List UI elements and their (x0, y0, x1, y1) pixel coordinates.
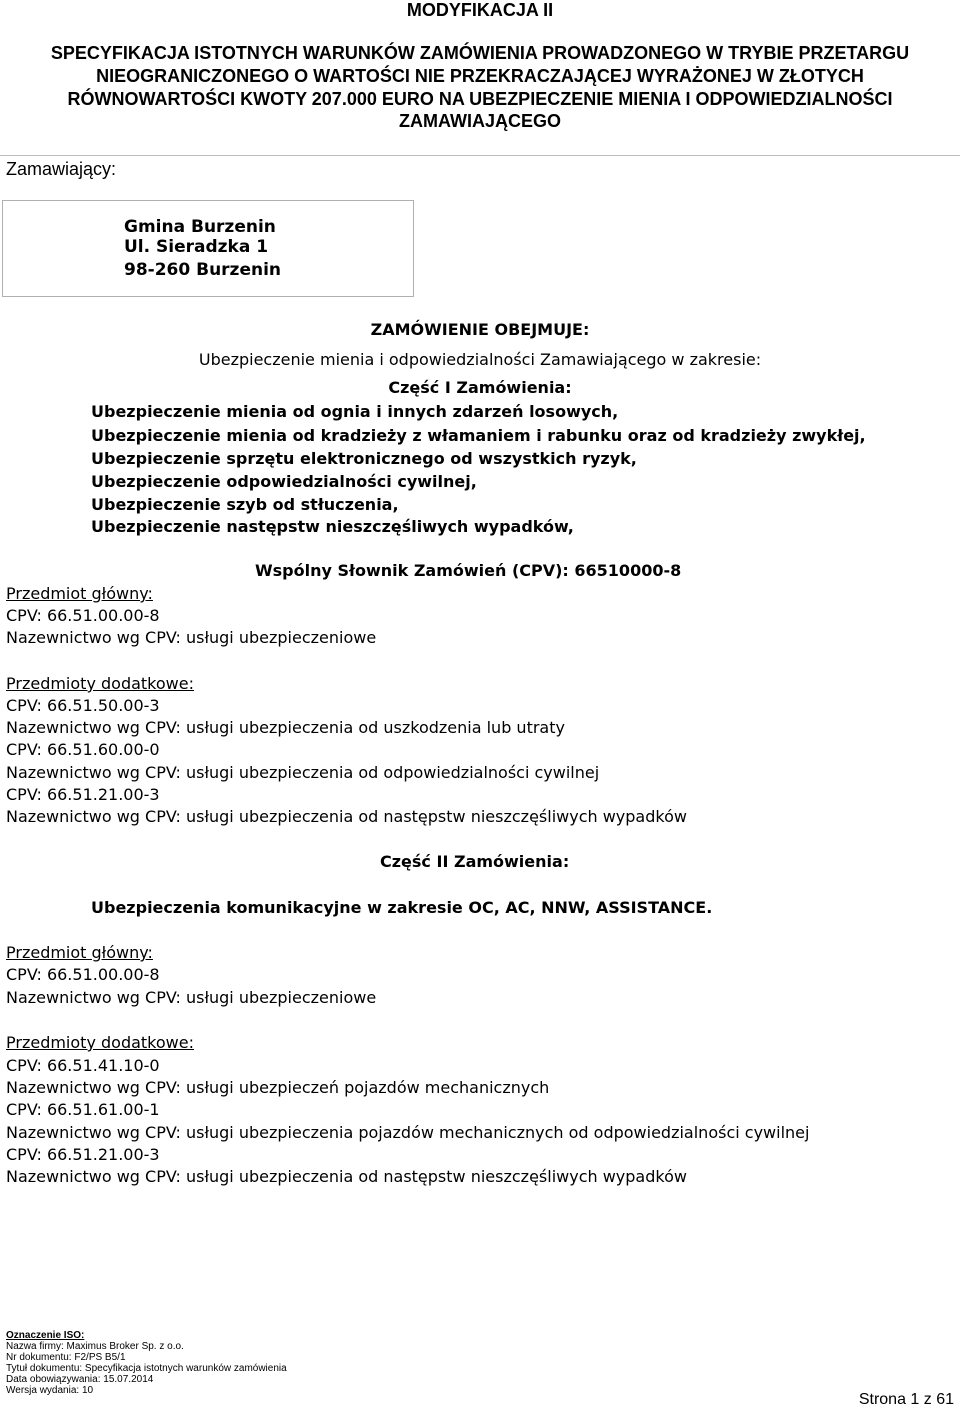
cpv-line: Nazewnictwo wg CPV: usługi ubezpieczenia od odpowiedzialności cywilnej (6, 763, 600, 782)
part1-main-label: Przedmiot główny: (6, 584, 153, 603)
footer-line: Tytuł dokumentu: Specyfikacja istotnych warunków zamówienia (6, 1363, 287, 1374)
part1-item: Ubezpieczenie szyb od stłuczenia, (91, 495, 399, 514)
cpv-line: Nazewnictwo wg CPV: usługi ubezpieczenia pojazdów mechanicznych od odpowiedzialności cywilnej (6, 1123, 810, 1142)
part2-extra-label: Przedmioty dodatkowe: (6, 1033, 194, 1052)
modification-title: MODYFIKACJA II (406, 0, 554, 20)
cpv-line: CPV: 66.51.41.10-0 (6, 1056, 160, 1075)
contracting-city: 98-260 Burzenin (124, 260, 282, 280)
part1-item: Ubezpieczenie mienia od ognia i innych zdarzeń losowych, (91, 402, 619, 421)
cpv-heading: Wspólny Słownik Zamówień (CPV): 66510000-8 (255, 561, 682, 580)
footer-line: Data obowiązywania: 15.07.2014 (6, 1374, 154, 1385)
cpv-line: CPV: 66.51.00.00-8 (6, 606, 160, 625)
part1-heading: Część I Zamówienia: (388, 378, 572, 397)
page-number: Strona 1 z 61 (858, 1391, 954, 1408)
document-title-line-4: ZAMAWIAJĄCEGO (399, 111, 561, 131)
cpv-line: Nazewnictwo wg CPV: usługi ubezpieczeń pojazdów mechanicznych (6, 1078, 550, 1097)
contracting-name: Gmina Burzenin (124, 217, 276, 237)
cpv-line: Nazewnictwo wg CPV: usługi ubezpieczeniowe (6, 628, 377, 647)
contracting-street: Ul. Sieradzka 1 (124, 237, 269, 257)
cpv-line: Nazewnictwo wg CPV: usługi ubezpieczenia od uszkodzenia lub utraty (6, 718, 565, 737)
cpv-line: Nazewnictwo wg CPV: usługi ubezpieczeniowe (6, 988, 377, 1007)
cpv-line: CPV: 66.51.21.00-3 (6, 1145, 160, 1164)
document-title-line-3: RÓWNOWARTOŚCI KWOTY 207.000 EURO NA UBEZPIECZENIE MIENIA I ODPOWIEDZIALNOŚCI (67, 89, 893, 109)
cpv-line: Nazewnictwo wg CPV: usługi ubezpieczenia od następstw nieszczęśliwych wypadków (6, 1167, 687, 1186)
footer-line: Wersja wydania: 10 (6, 1385, 94, 1396)
cpv-line: CPV: 66.51.61.00-1 (6, 1100, 160, 1119)
cpv-line: CPV: 66.51.50.00-3 (6, 696, 160, 715)
part2-main-label: Przedmiot główny: (6, 943, 153, 962)
footer-line: Nr dokumentu: F2/PS B5/1 (6, 1352, 126, 1363)
iso-label: Oznaczenie ISO: (6, 1330, 85, 1341)
part1-item: Ubezpieczenie mienia od kradzieży z włamaniem i rabunku oraz od kradzieży zwykłej, (91, 426, 866, 445)
part1-item: Ubezpieczenie następstw nieszczęśliwych wypadków, (91, 517, 574, 536)
part1-extra-label: Przedmioty dodatkowe: (6, 674, 194, 693)
cpv-line: Nazewnictwo wg CPV: usługi ubezpieczenia od następstw nieszczęśliwych wypadków (6, 807, 687, 826)
document-title-line-2: NIEOGRANICZONEGO O WARTOŚCI NIE PRZEKRACZAJĄCEJ WYRAŻONEJ W ZŁOTYCH (96, 66, 864, 86)
part1-item: Ubezpieczenie sprzętu elektronicznego od wszystkich ryzyk, (91, 449, 637, 468)
document-title-line-1: SPECYFIKACJA ISTOTNYCH WARUNKÓW ZAMÓWIENIA PROWADZONEGO W TRYBIE PRZETARGU (50, 43, 910, 63)
part2-subject: Ubezpieczenia komunikacyjne w zakresie OC, AC, NNW, ASSISTANCE. (91, 898, 713, 917)
part1-item: Ubezpieczenie odpowiedzialności cywilnej, (91, 472, 477, 491)
part2-heading: Część II Zamówienia: (380, 852, 570, 871)
footer-line: Nazwa firmy: Maximus Broker Sp. z o.o. (6, 1341, 184, 1352)
cpv-line: CPV: 66.51.60.00-0 (6, 740, 160, 759)
contracting-label: Zamawiający: (6, 159, 117, 179)
scope-heading: ZAMÓWIENIE OBEJMUJE: (370, 320, 590, 339)
cpv-line: CPV: 66.51.21.00-3 (6, 785, 160, 804)
scope-intro: Ubezpieczenie mienia i odpowiedzialności Zamawiającego w zakresie: (198, 350, 762, 369)
header-divider (0, 155, 960, 156)
cpv-line: CPV: 66.51.00.00-8 (6, 965, 160, 984)
